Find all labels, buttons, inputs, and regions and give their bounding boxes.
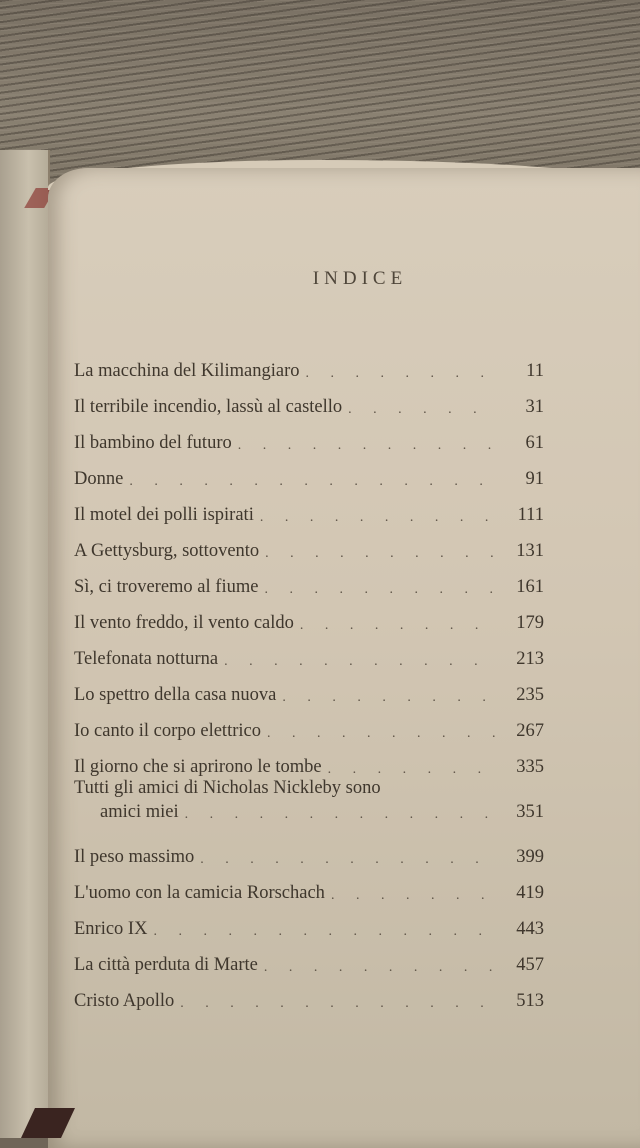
toc-entry <box>74 490 544 526</box>
entry-title: Cristo Apollo <box>74 991 175 1011</box>
entry-page: 513 <box>516 991 544 1011</box>
entry-title: La città perduta di Marte <box>74 955 258 975</box>
entry-title: Il bambino del futuro <box>74 433 232 453</box>
entry-title: L'uomo con la camicia Rorschach <box>74 883 325 903</box>
toc-entry <box>74 526 544 562</box>
entry-page: 61 <box>525 433 544 453</box>
entry-page: 335 <box>516 757 544 777</box>
toc-entry <box>74 562 544 598</box>
leader-dots <box>300 618 498 634</box>
toc-entry <box>74 976 544 1012</box>
leader-dots <box>185 807 498 823</box>
entry-title: Io canto il corpo elettrico <box>74 721 261 741</box>
toc-entry <box>74 418 544 454</box>
entry-title: Il peso massimo <box>74 847 195 867</box>
entry-title: Il vento freddo, il vento caldo <box>74 613 294 633</box>
index-page <box>48 168 640 1148</box>
entry-title-line2: amici miei <box>100 802 179 822</box>
entry-title: Enrico IX <box>74 919 148 939</box>
entry-page: 351 <box>516 802 544 822</box>
leader-dots <box>153 924 498 940</box>
toc-entry <box>74 832 544 868</box>
leader-dots <box>180 996 498 1012</box>
entry-page: 161 <box>516 577 544 597</box>
leader-dots <box>264 582 498 598</box>
entry-page: 31 <box>525 397 544 417</box>
toc-entry <box>74 706 544 742</box>
toc-entry <box>74 904 544 940</box>
leader-dots <box>238 438 498 454</box>
entry-title: Donne <box>74 469 124 489</box>
toc-entry <box>74 598 544 634</box>
leader-dots <box>200 852 498 868</box>
entry-page: 399 <box>516 847 544 867</box>
leader-dots <box>224 654 498 670</box>
entry-page: 91 <box>525 469 544 489</box>
entry-page: 267 <box>516 721 544 741</box>
toc-entry <box>74 940 544 976</box>
toc-entry <box>74 670 544 706</box>
entry-page: 111 <box>517 505 544 525</box>
entry-title: A Gettysburg, sottovento <box>74 541 260 561</box>
toc-entry <box>74 778 544 832</box>
leader-dots <box>264 960 498 976</box>
entry-page: 11 <box>526 361 544 381</box>
left-page-edge <box>0 150 50 1138</box>
leader-dots <box>267 726 498 742</box>
toc-entry <box>74 346 544 382</box>
entry-title: Il giorno che si aprirono le tombe <box>74 757 322 777</box>
entry-title: Sì, ci troveremo al fiume <box>74 577 259 597</box>
leader-dots <box>306 366 498 382</box>
entry-page: 443 <box>516 919 544 939</box>
entry-title: Telefonata notturna <box>74 649 219 669</box>
entry-title-line1: Tutti gli amici di Nicholas Nickleby sono <box>74 778 381 798</box>
entry-page: 213 <box>516 649 544 669</box>
entry-page: 235 <box>516 685 544 705</box>
entry-page: 419 <box>516 883 544 903</box>
leader-dots <box>328 762 498 778</box>
leader-dots <box>282 690 498 706</box>
toc-entry <box>74 382 544 418</box>
table-of-contents <box>74 346 544 1012</box>
entry-page: 457 <box>516 955 544 975</box>
entry-title: Lo spettro della casa nuova <box>74 685 277 705</box>
leader-dots <box>331 888 498 904</box>
toc-entry <box>74 634 544 670</box>
leader-dots <box>129 474 498 490</box>
entry-title: Il terribile incendio, lassù al castello <box>74 397 343 417</box>
leader-dots <box>265 546 498 562</box>
entry-page: 131 <box>516 541 544 561</box>
leader-dots <box>260 510 498 526</box>
entry-title: La macchina del Kilimangiaro <box>74 361 300 381</box>
entry-page: 179 <box>516 613 544 633</box>
toc-entry <box>74 742 544 778</box>
toc-entry <box>74 868 544 904</box>
leader-dots <box>348 402 498 418</box>
toc-entry <box>74 454 544 490</box>
page-title: INDICE <box>312 268 408 289</box>
entry-title: Il motel dei polli ispirati <box>74 505 254 525</box>
